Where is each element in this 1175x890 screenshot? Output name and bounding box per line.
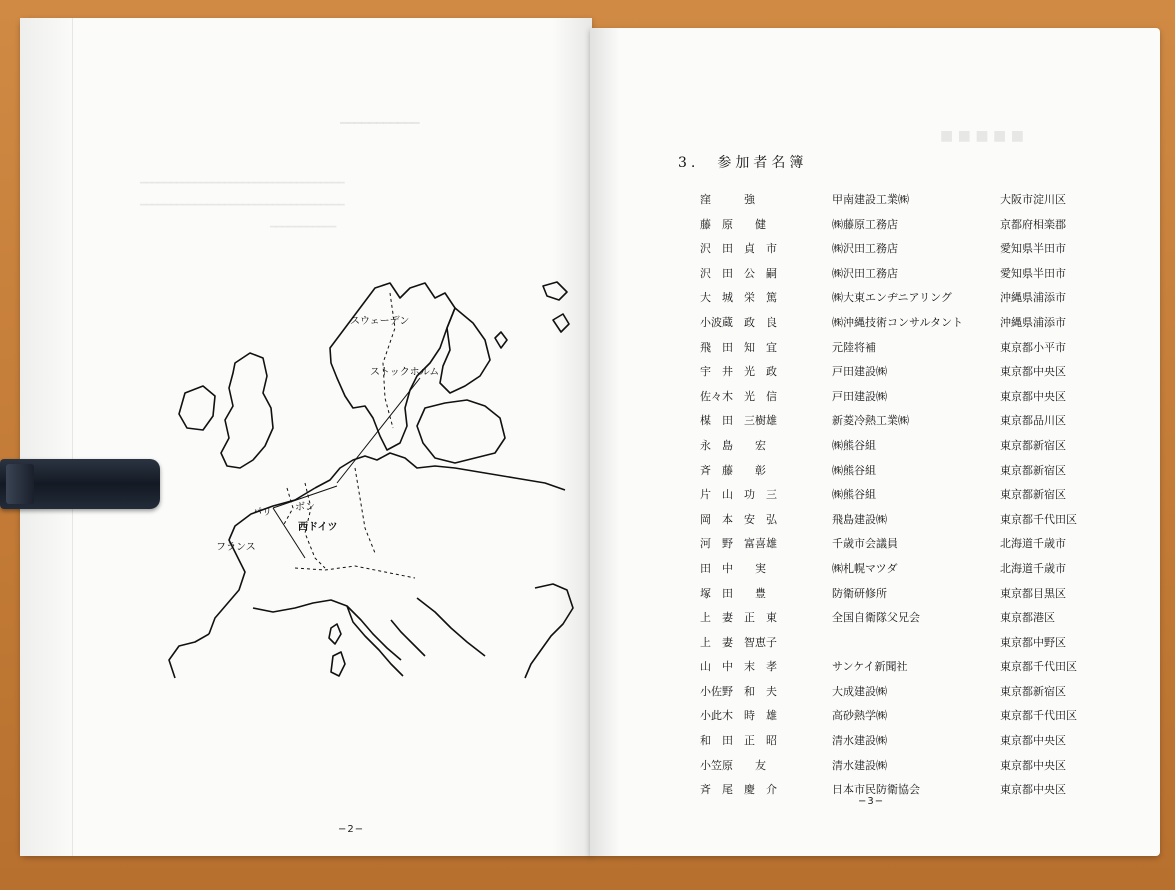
participant-organization: 飛島建設㈱ xyxy=(832,512,887,526)
participant-name: 大 城 栄 篤 xyxy=(700,291,777,305)
participant-organization: 清水建設㈱ xyxy=(832,758,887,772)
participant-address: 東京都小平市 xyxy=(1000,340,1066,354)
baltic-coast xyxy=(417,400,505,463)
gutter-shadow xyxy=(590,28,620,856)
participant-address: 京都府相楽郡 xyxy=(1000,217,1066,231)
label-bonn: ボン xyxy=(295,502,315,513)
participant-row xyxy=(700,757,1100,782)
participant-organization: ㈱沢田工務店 xyxy=(832,266,898,280)
participant-name: 沢 田 公 嗣 xyxy=(700,266,777,280)
participant-organization: ㈱熊谷組 xyxy=(832,438,876,452)
participant-organization: 清水建設㈱ xyxy=(832,734,887,748)
participant-organization: 高砂熱学㈱ xyxy=(832,709,887,723)
route-stockholm-bonn xyxy=(337,378,420,483)
participant-name: 永 島 宏 xyxy=(700,438,766,452)
participant-name: 塚 田 豊 xyxy=(700,586,766,600)
participant-address: 東京都中央区 xyxy=(1000,734,1066,748)
section-title: 3. 参加者名簿 xyxy=(678,155,808,171)
participant-name: 飛 田 知 宜 xyxy=(700,340,777,354)
participant-address: 東京都中央区 xyxy=(1000,783,1066,797)
bleed-through-text: ■ ■ ■ ■ ■ xyxy=(940,128,1024,144)
participant-name: 宇 井 光 政 xyxy=(700,365,777,379)
east-coast xyxy=(525,584,573,678)
participant-address: 北海道千歳市 xyxy=(1000,537,1066,551)
participant-address: 北海道千歳市 xyxy=(1000,561,1066,575)
participant-organization: ㈱熊谷組 xyxy=(832,463,876,477)
great-britain xyxy=(221,353,273,468)
participant-address: 東京都中央区 xyxy=(1000,389,1066,403)
participant-row xyxy=(700,265,1100,290)
participant-name: 上 妻 正 東 xyxy=(700,611,777,625)
participant-organization: ㈱沢田工務店 xyxy=(832,242,898,256)
participant-name: 窪 強 xyxy=(700,193,755,206)
participant-row xyxy=(700,707,1100,732)
participant-row xyxy=(700,412,1100,437)
participant-row xyxy=(700,289,1100,314)
participant-row xyxy=(700,732,1100,757)
participant-name: 沢 田 貞 市 xyxy=(700,242,777,256)
label-west-germany: 西ドイツ xyxy=(298,522,338,533)
right-page xyxy=(590,28,1160,856)
participant-address: 東京都港区 xyxy=(1000,611,1055,625)
participant-organization: 大成建設㈱ xyxy=(832,684,887,698)
participant-name: 小佐野 和 夫 xyxy=(700,684,777,698)
participant-address: 沖縄県浦添市 xyxy=(1000,315,1066,329)
participant-name: 小波蔵 政 良 xyxy=(700,315,777,329)
label-sweden: スウェーデン xyxy=(350,316,410,327)
border-alps xyxy=(295,566,415,578)
participant-list xyxy=(700,191,1100,806)
participant-address: 東京都千代田区 xyxy=(1000,660,1077,674)
participant-row xyxy=(700,658,1100,683)
participant-name: 片 山 功 三 xyxy=(700,488,777,502)
participant-address: 東京都新宿区 xyxy=(1000,438,1066,452)
participant-organization: 元陸将補 xyxy=(832,340,876,354)
participant-name: 和 田 正 昭 xyxy=(700,734,777,748)
left-page xyxy=(20,18,592,856)
participant-address: 愛知県半田市 xyxy=(1000,266,1066,280)
participant-address: 東京都新宿区 xyxy=(1000,684,1066,698)
participant-name: 河 野 富喜雄 xyxy=(700,537,777,551)
participant-name: 佐々木 光 信 xyxy=(700,389,777,403)
participant-organization: ㈱大東エンヂニアリング xyxy=(832,291,952,305)
participant-row xyxy=(700,535,1100,560)
participant-address: 東京都新宿区 xyxy=(1000,488,1066,502)
border-germany-east xyxy=(355,468,375,553)
participant-row xyxy=(700,511,1100,536)
participant-name: 楳 田 三樹雄 xyxy=(700,414,777,428)
participant-organization: 戸田建設㈱ xyxy=(832,365,887,379)
participant-organization: ㈱札幌マツダ xyxy=(832,561,898,575)
participant-row xyxy=(700,216,1100,241)
border-benelux xyxy=(283,488,293,526)
islands-north xyxy=(543,282,569,332)
participant-name: 斉 藤 彰 xyxy=(700,463,766,477)
page-number: −2− xyxy=(338,824,365,835)
bleed-through-text: ━━━━━━━━━━━━━━━━━━━━━━━━━━━━━━━━━━ xyxy=(140,178,345,189)
participant-row xyxy=(700,609,1100,634)
participant-address: 東京都千代田区 xyxy=(1000,512,1077,526)
mediterranean-coast xyxy=(253,600,401,660)
finland-coast xyxy=(440,308,490,393)
participant-row xyxy=(700,240,1100,265)
participant-address: 東京都中央区 xyxy=(1000,365,1066,379)
participant-address: 東京都目黒区 xyxy=(1000,586,1066,600)
clip-grip xyxy=(6,464,34,504)
page-edge xyxy=(20,18,73,856)
bleed-through-text: ━━━━━━━━━━━━━━━━━━━━━━━━━━━━━━━━━━ xyxy=(140,200,345,211)
participant-address: 愛知県半田市 xyxy=(1000,242,1066,256)
label-france: フランス xyxy=(216,542,256,553)
participant-row xyxy=(700,363,1100,388)
participant-address: 東京都品川区 xyxy=(1000,414,1066,428)
participant-name: 田 中 実 xyxy=(700,561,766,575)
participant-name: 藤 原 健 xyxy=(700,217,766,231)
participant-organization: 戸田建設㈱ xyxy=(832,389,887,403)
participant-name: 上 妻 智恵子 xyxy=(700,635,777,649)
participant-row xyxy=(700,634,1100,659)
participant-organization: ㈱沖縄技術コンサルタント xyxy=(832,315,964,329)
participant-organization: 防衛研修所 xyxy=(832,586,887,600)
participant-row xyxy=(700,560,1100,585)
balkans xyxy=(417,598,485,656)
participant-row xyxy=(700,339,1100,364)
label-stockholm: ストックホルム xyxy=(370,367,440,378)
bleed-through-text: ━━━━━━━━━━━ xyxy=(340,116,420,130)
participant-organization: ㈱藤原工務店 xyxy=(832,217,898,231)
participant-address: 東京都新宿区 xyxy=(1000,463,1066,477)
participant-row xyxy=(700,462,1100,487)
participant-address: 沖縄県浦添市 xyxy=(1000,291,1066,305)
participant-row xyxy=(700,314,1100,339)
participant-address: 東京都中央区 xyxy=(1000,758,1066,772)
sardinia xyxy=(331,652,345,676)
ireland xyxy=(179,386,215,430)
participant-address: 大阪市淀川区 xyxy=(1000,193,1066,206)
participant-organization: ㈱熊谷組 xyxy=(832,488,876,502)
participant-name: 岡 本 安 弘 xyxy=(700,512,777,526)
participant-organization: サンケイ新聞社 xyxy=(832,660,908,674)
participant-row xyxy=(700,437,1100,462)
participant-organization: 全国自衛隊父兄会 xyxy=(832,611,920,625)
participant-row xyxy=(700,191,1100,216)
participant-address: 東京都千代田区 xyxy=(1000,709,1077,723)
participant-name: 山 中 末 孝 xyxy=(700,660,777,674)
page-number: −3− xyxy=(858,796,885,807)
europe-map xyxy=(155,268,575,688)
participant-name: 小此木 時 雄 xyxy=(700,709,777,723)
corsica xyxy=(329,624,341,644)
participant-row xyxy=(700,683,1100,708)
participant-row xyxy=(700,781,1100,806)
bleed-through-text: ━━━━━━━━━━━ xyxy=(270,222,337,233)
participant-row xyxy=(700,486,1100,511)
participant-address: 東京都中野区 xyxy=(1000,635,1066,649)
participant-organization: 千歳市会議員 xyxy=(832,537,898,551)
participant-name: 斉 尾 慶 介 xyxy=(700,783,777,797)
participant-organization: 甲南建設工業㈱ xyxy=(832,193,909,206)
participant-row xyxy=(700,585,1100,610)
binder-clip xyxy=(0,459,160,509)
participant-row xyxy=(700,388,1100,413)
italy xyxy=(347,606,425,676)
iberia-coast xyxy=(169,634,209,678)
route-paris-alps xyxy=(273,508,305,558)
participant-name: 小笠原 友 xyxy=(700,758,766,772)
islands-east xyxy=(495,332,507,348)
label-paris: パリ xyxy=(252,507,272,518)
participant-organization: 日本市民防衛協会 xyxy=(832,783,920,797)
participant-organization: 新菱冷熱工業㈱ xyxy=(832,414,909,428)
